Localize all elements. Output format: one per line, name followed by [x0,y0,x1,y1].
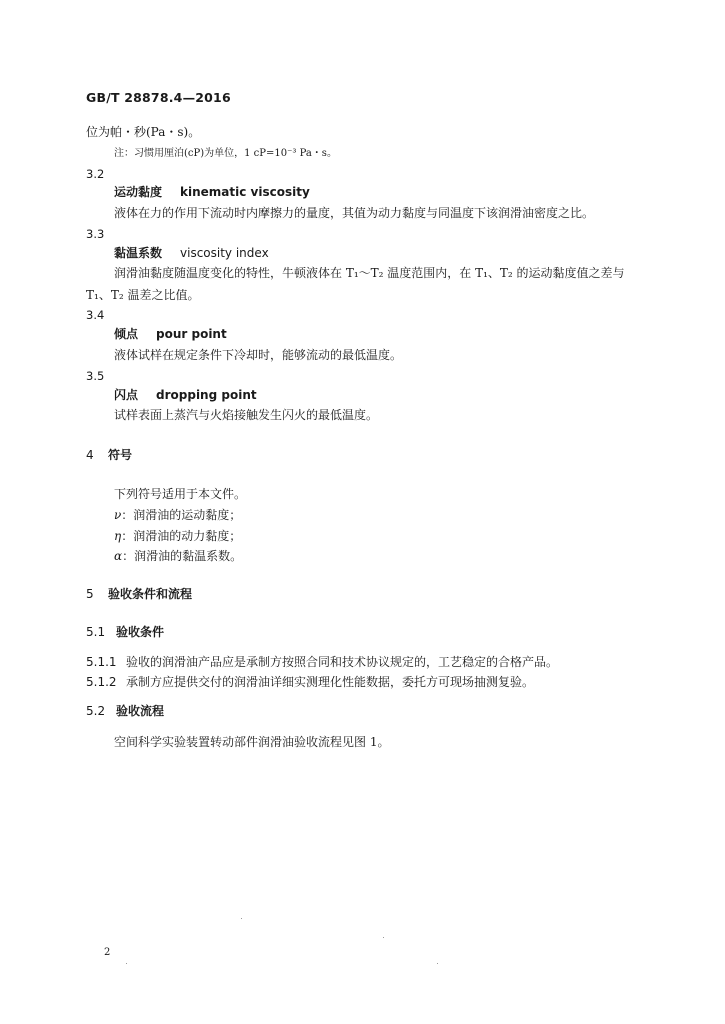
clause-text: 承制方应提供交付的润滑油详细实测理化性能数据，委托方可现场抽测复验。 [126,675,535,689]
section-5-2-heading [86,703,164,719]
symbol-desc: ：润滑油的运动黏度； [121,508,242,522]
clause-number: 5.1.1 [86,655,117,669]
term-definition-cont: T₁、T₂ 温差之比值。 [86,288,200,302]
symbol-item [114,548,242,564]
term-number: 3.2 [86,167,105,181]
symbol-item [114,528,241,544]
term-definition: 液体试样在规定条件下冷却时，能够流动的最低温度。 [114,348,403,362]
term-heading [114,184,310,200]
term-heading [114,245,269,261]
section-title: 符号 [108,448,133,462]
scan-speck [241,918,242,919]
term-number: 3.3 [86,227,105,241]
section-number: 5.1 [86,625,106,639]
symbol: η [114,529,122,543]
section-number: 4 [86,448,94,462]
term-number: 3.5 [86,369,105,383]
continuation-text: 位为帕・秒(Pa・s)。 [86,125,201,139]
term-en: viscosity index [180,246,269,260]
term-zh: 倾点 [114,327,139,341]
clause-text: 验收的润滑油产品应是承制方按照合同和技术协议规定的，工艺稳定的合格产品。 [126,655,559,669]
standard-header: GB/T 28878.4—2016 [86,90,231,105]
term-heading [114,326,227,342]
term-zh: 运动黏度 [114,185,163,199]
section-title: 验收条件 [116,625,165,639]
term-en: pour point [156,327,227,341]
term-zh: 黏温系数 [114,246,163,260]
clause-5-1-2 [86,674,534,690]
section-number: 5 [86,587,94,601]
section-5-heading [86,586,192,602]
section-5-2-text: 空间科学实验装置转动部件润滑油验收流程见图 1。 [114,735,390,749]
term-number: 3.4 [86,308,105,322]
section-number: 5.2 [86,704,106,718]
scan-speck [437,963,438,964]
unit-note: 注：习惯用厘泊(cP)为单位，1 cP=10⁻³ Pa・s。 [114,148,337,159]
term-en: dropping point [156,388,257,402]
section-5-1-heading [86,624,164,640]
symbol: α [114,549,123,563]
clause-number: 5.1.2 [86,675,117,689]
term-definition: 润滑油黏度随温度变化的特性，牛顿液体在 T₁～T₂ 温度范围内，在 T₁、T₂ 的运动黏度值之差与 [114,266,625,280]
clause-5-1-1 [86,654,558,670]
section-4-intro: 下列符号适用于本文件。 [114,487,247,501]
term-zh: 闪点 [114,388,139,402]
page-number: 2 [104,947,111,958]
symbol-item [114,507,241,523]
symbol-desc: ：润滑油的动力黏度； [121,529,242,543]
section-4-heading [86,447,132,463]
scan-speck [383,937,384,938]
section-title: 验收条件和流程 [108,587,193,601]
term-definition: 试样表面上蒸汽与火焰接触发生闪火的最低温度。 [114,408,379,422]
term-definition: 液体在力的作用下流动时内摩擦力的量度，其值为动力黏度与同温度下该润滑油密度之比。 [114,206,595,220]
section-title: 验收流程 [116,704,165,718]
term-heading [114,387,257,403]
scan-speck [126,963,127,964]
symbol-desc: ：润滑油的黏温系数。 [122,549,243,563]
term-en: kinematic viscosity [180,185,310,199]
symbol: ν [114,508,122,522]
